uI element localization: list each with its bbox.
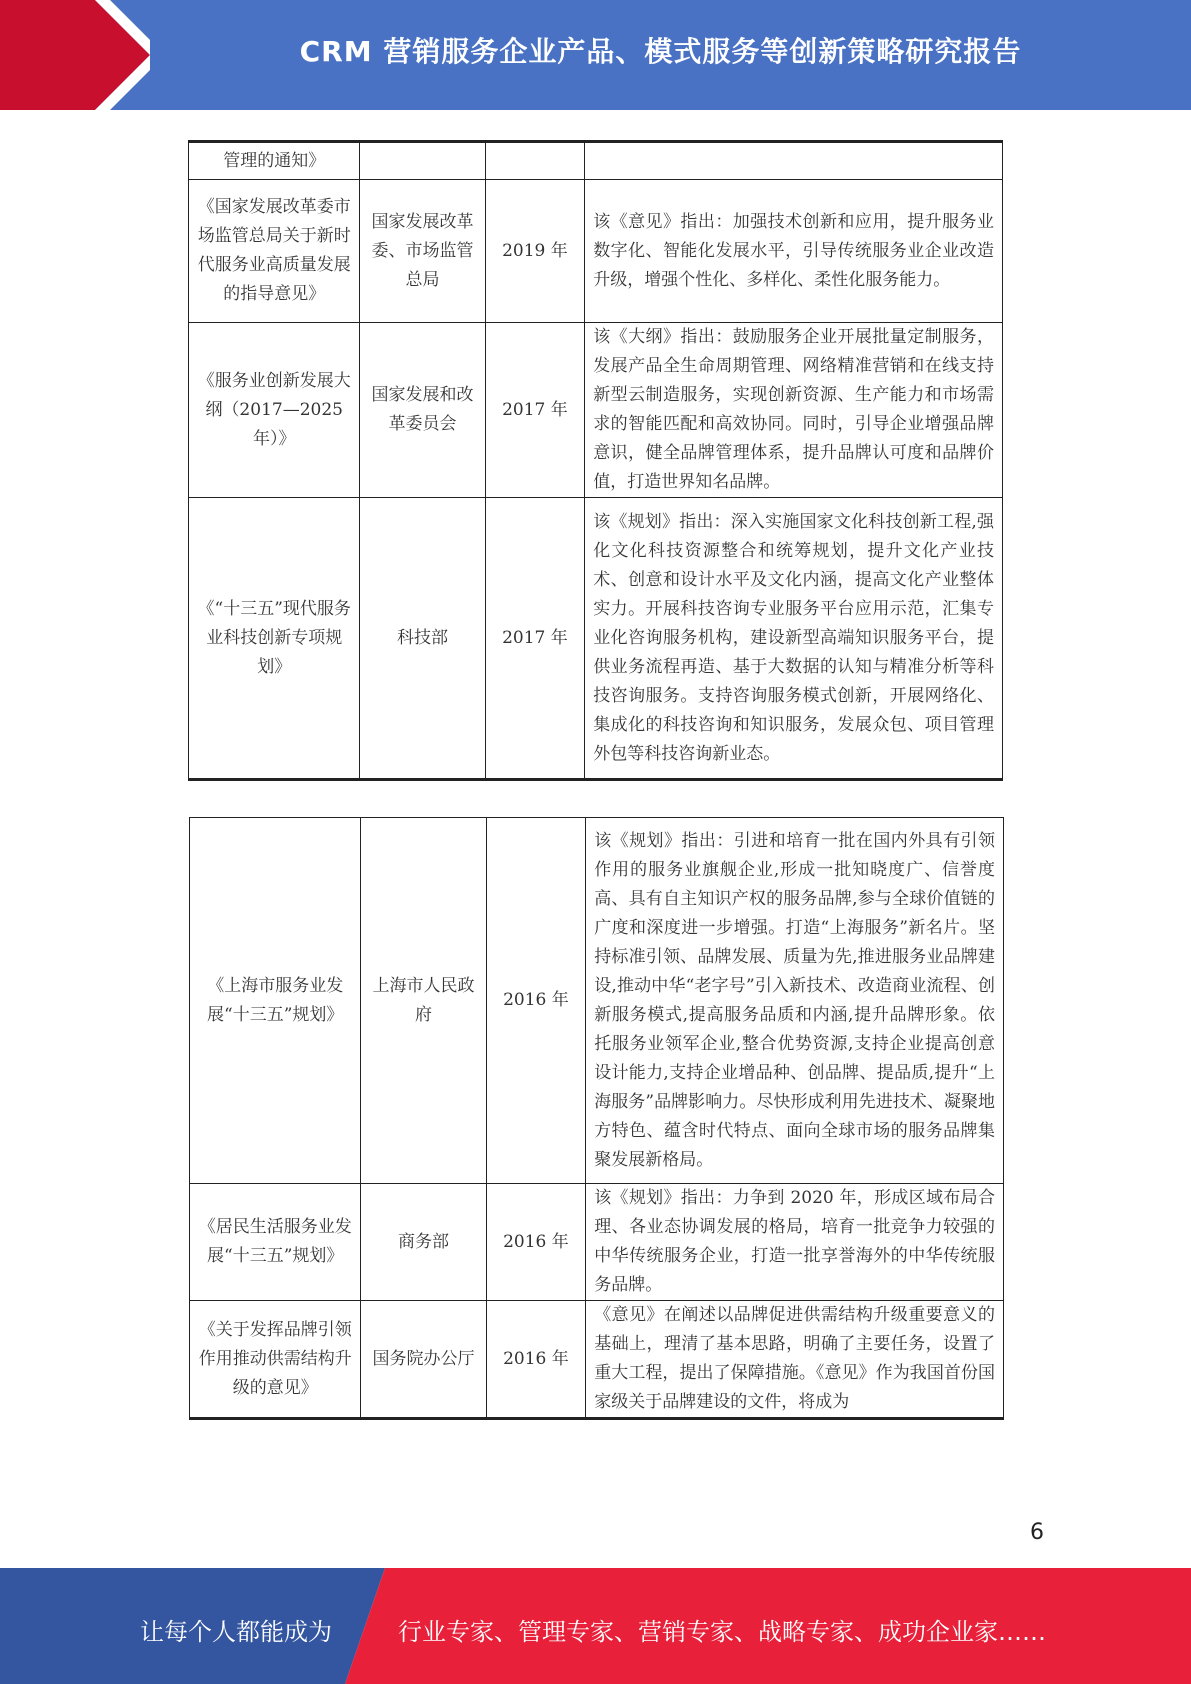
report-title: CRM 营销服务企业产品、模式服务等创新策略研究报告 xyxy=(299,35,1022,68)
description-cell: 该《规划》指出：深入实施国家文化科技创新工程,强化文化科技资源整合和统筹规划，提升文化产业技术、创意和设计水平及文化内涵，提高文化产业整体实力。开展科技咨询专业服务平台应用示范，汇集专业化咨询服务机构，建设新型高端知识服务平台，提供业务流程再造、基于大数据的认知与精准分析等科技咨询服务。支持咨询服务模式创新，开展网络化、集成化的科技咨询和知识服务，发展众包、项目管理外包等科技咨询新业态。 xyxy=(585,498,1003,780)
table-row xyxy=(189,498,1003,780)
policy-name-cell: 《服务业创新发展大纲（2017—2025 年）》 xyxy=(189,323,360,498)
year-cell: 2019 年 xyxy=(485,180,585,323)
policy-name-cell: 《国家发展改革委市场监管总局关于新时代服务业高质量发展的指导意见》 xyxy=(189,180,360,323)
policy-name-cell: 《“十三五”现代服务业科技创新专项规划》 xyxy=(189,498,360,780)
description-cell xyxy=(585,142,1003,180)
table-row xyxy=(189,142,1003,180)
header-arrow-decoration xyxy=(0,0,150,110)
policy-name-cell: 《关于发挥品牌引领作用推动供需结构升级的意见》 xyxy=(190,1301,361,1419)
policy-name-cell: 管理的通知》 xyxy=(189,142,360,180)
year-cell: 2016 年 xyxy=(486,1301,586,1419)
description-cell: 该《规划》指出：力争到 2020 年，形成区域布局合理、各业态协调发展的格局，培育一批竞争力较强的中华传统服务企业，打造一批享誉海外的中华传统服务品牌。 xyxy=(586,1184,1004,1301)
description-cell: 该《大纲》指出：鼓励服务企业开展批量定制服务，发展产品全生命周期管理、网络精准营销和在线支持新型云制造服务，实现创新资源、生产能力和市场需求的智能匹配和高效协同。同时，引导企业增强品牌意识，健全品牌管理体系，提升品牌认可度和品牌价值，打造世界知名品牌。 xyxy=(585,323,1003,498)
department-cell: 科技部 xyxy=(360,498,485,780)
year-cell: 2017 年 xyxy=(485,323,585,498)
description-cell: 该《意见》指出：加强技术创新和应用，提升服务业数字化、智能化发展水平，引导传统服务业企业改造升级，增强个性化、多样化、柔性化服务能力。 xyxy=(585,180,1003,323)
policy-name-cell: 《居民生活服务业发展“十三五”规划》 xyxy=(190,1184,361,1301)
year-cell xyxy=(485,142,585,180)
department-cell: 国家发展改革委、市场监管总局 xyxy=(360,180,485,323)
department-cell: 上海市人民政府 xyxy=(361,818,486,1184)
department-cell: 国务院办公厅 xyxy=(361,1301,486,1419)
year-cell: 2017 年 xyxy=(485,498,585,780)
year-cell: 2016 年 xyxy=(486,1184,586,1301)
table-row xyxy=(190,1301,1004,1419)
department-cell xyxy=(360,142,485,180)
footer-slogan-right: 行业专家、管理专家、营销专家、战略专家、成功企业家…… xyxy=(398,1618,1046,1646)
description-cell: 《意见》在阐述以品牌促进供需结构升级重要意义的基础上，理清了基本思路，明确了主要任务，设置了重大工程，提出了保障措施。《意见》作为我国首份国家级关于品牌建设的文件，将成为 xyxy=(586,1301,1004,1419)
policy-table-2 xyxy=(189,817,1004,1420)
table-row xyxy=(190,1184,1004,1301)
table-row xyxy=(189,180,1003,323)
year-cell: 2016 年 xyxy=(486,818,586,1184)
department-cell: 商务部 xyxy=(361,1184,486,1301)
policy-table-1 xyxy=(188,140,1003,781)
table-row xyxy=(189,323,1003,498)
department-cell: 国家发展和改革委员会 xyxy=(360,323,485,498)
footer-slogan-left: 让每个人都能成为 xyxy=(140,1618,332,1646)
page-number: 6 xyxy=(1030,1520,1044,1545)
table-row xyxy=(190,818,1004,1184)
description-cell: 该《规划》指出：引进和培育一批在国内外具有引领作用的服务业旗舰企业,形成一批知晓度广、信誉度高、具有自主知识产权的服务品牌,参与全球价值链的广度和深度进一步增强。打造“上海服务”新名片。坚持标准引领、品牌发展、质量为先,推进服务业品牌建设,推动中华“老字号”引入新技术、改造商业流程、创新服务模式,提高服务品质和内涵,提升品牌形象。依托服务业领军企业,整合优势资源,支持企业提高创意设计能力,支持企业增品种、创品牌、提品质,提升“上海服务”品牌影响力。尽快形成利用先进技术、凝聚地方特色、蕴含时代特点、面向全球市场的服务品牌集聚发展新格局。 xyxy=(586,818,1004,1184)
page-header xyxy=(0,0,1191,110)
policy-name-cell: 《上海市服务业发展“十三五”规划》 xyxy=(190,818,361,1184)
